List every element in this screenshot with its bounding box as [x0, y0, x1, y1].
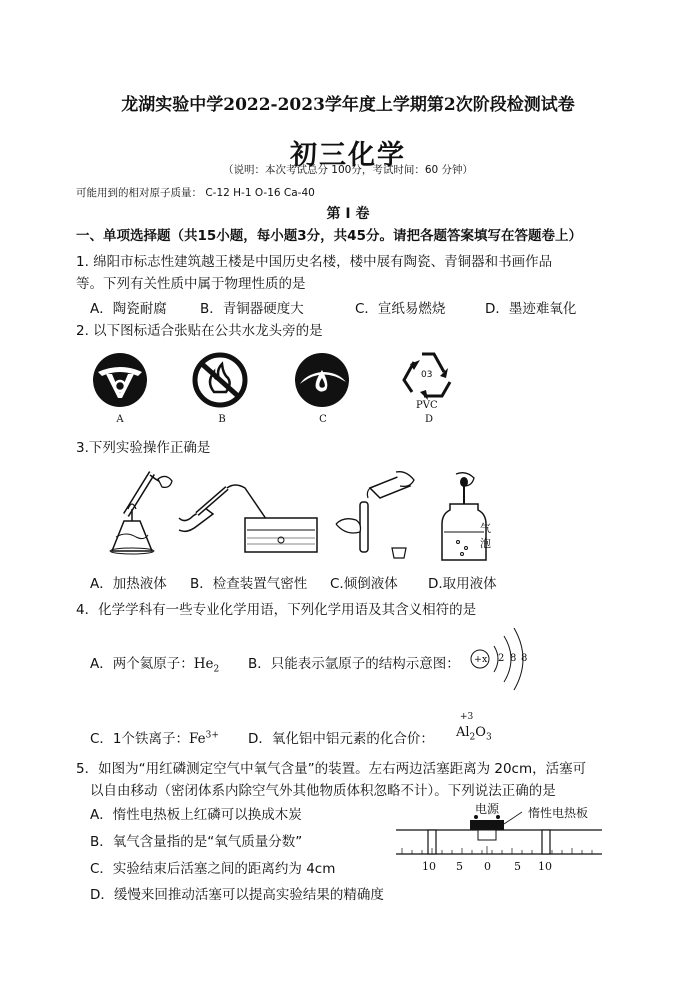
icon-caption-a: A [116, 414, 124, 425]
q3-stem: 3.下列实验操作正确是 [76, 440, 211, 456]
atomic-masses: 可能用到的相对原子质量： C-12 H-1 O-16 Ca-40 [76, 187, 315, 199]
q5-option-c: C．实验结束后活塞之间的距离约为 4cm [90, 861, 336, 877]
q4-option-a-sub: 2 [213, 664, 220, 675]
q3-option-c: C.倾倒液体 [330, 576, 398, 592]
section-heading: 一、单项选择题（共15小题，每小题3分，共45分。请把各题答案填写在答题卷上） [76, 228, 582, 244]
valence-mark: +3 [460, 712, 474, 722]
subject-title: 初三化学 [290, 140, 406, 171]
scale-10-right: 10 [538, 860, 552, 873]
q4-option-c-sup: 3+ [205, 730, 219, 741]
scale-10-left: 10 [422, 860, 436, 873]
part-heading: 第 I 卷 [326, 206, 370, 222]
q4-option-a [90, 652, 219, 675]
o-symbol: O [475, 725, 486, 740]
heating-liquid-figure [100, 465, 180, 565]
icon-caption-c: C [319, 414, 327, 425]
al2o3-formula [456, 725, 492, 743]
no-fire-icon [192, 352, 248, 408]
exam-note: （说明：本次考试总分 100分，考试时间：60 分钟） [222, 164, 474, 176]
water-drop-icon [294, 352, 350, 408]
q5-option-a: A．惰性电热板上红磷可以换成木炭 [90, 807, 302, 823]
power-label: 电源 [475, 802, 500, 816]
icon-caption-d: D [424, 414, 434, 425]
plate-label: 惰性电热板 [528, 806, 589, 820]
q1-option-a: A．陶瓷耐腐 [90, 301, 167, 317]
q1-option-d: D．墨迹难氧化 [485, 301, 577, 317]
q1-stem-line1: 1. 绵阳市标志性建筑越王楼是中国历史名楼，楼中展有陶瓷、青铜器和书画作品 [76, 254, 553, 270]
q1-option-b: B．青铜器硬度大 [200, 301, 304, 317]
scale-5-right: 5 [514, 860, 521, 873]
water-saving-icon [92, 352, 148, 408]
q5-stem-line2: 以自由移动（密闭体系内除空气外其他物质体积忽略不计）。下列说法正确的是 [90, 783, 556, 799]
scale-0: 0 [484, 860, 491, 873]
q4-stem: 4．化学学科有一些专业化学用语，下列化学用语及其含义相符的是 [76, 602, 477, 618]
pouring-liquid-figure [330, 468, 420, 563]
bubble-label-1: 气 [480, 522, 491, 535]
q5-stem-line1: 5．如图为“用红磷测定空气中氧气含量”的装置。左右两边活塞距离为 20cm，活塞可 [76, 761, 587, 777]
icon-caption-b: B [218, 414, 226, 425]
q3-option-a: A．加热液体 [90, 576, 167, 592]
recycle-label: PVC [416, 400, 438, 411]
q4-option-a-formula: He [193, 656, 214, 672]
bubble-label-2: 泡 [480, 537, 491, 550]
q1-stem-line2: 等。下列有关性质中属于物理性质的是 [76, 276, 306, 292]
shell-1: 2 [498, 653, 505, 664]
q4-option-a-label: A．两个氦原子： [90, 656, 194, 672]
shell-3: 8 [521, 653, 528, 664]
exam-title: 龙湖实验中学2022-2023学年度上学期第2次阶段检测试卷 [121, 95, 575, 115]
q4-option-d: D．氧化铝中铝元素的化合价： [248, 731, 434, 747]
nucleus-charge: +x [474, 654, 488, 665]
al-subscript: 2 [469, 732, 476, 743]
o-subscript: 3 [485, 732, 492, 743]
q1-option-c: C．宣纸易燃烧 [355, 301, 446, 317]
shell-2: 8 [510, 653, 517, 664]
q4-option-b: B．只能表示氩原子的结构示意图： [248, 656, 460, 672]
q5-option-d: D．缓慢来回推动活塞可以提高实验结果的精确度 [90, 887, 384, 903]
q4-option-c-formula: Fe [189, 731, 206, 747]
q3-option-b: B．检查装置气密性 [190, 576, 308, 592]
recycle-code: 03 [421, 370, 433, 380]
scale-5-left: 5 [456, 860, 463, 873]
q2-stem: 2. 以下图标适合张贴在公共水龙头旁的是 [76, 323, 323, 339]
q4-option-c [90, 727, 219, 747]
al-symbol: Al [456, 725, 470, 740]
q4-option-c-label: C．1个铁离子： [90, 731, 190, 747]
q5-option-b: B．氧气含量指的是“氧气质量分数” [90, 834, 303, 850]
airtightness-figure [175, 478, 325, 558]
q3-option-d: D.取用液体 [428, 576, 497, 592]
